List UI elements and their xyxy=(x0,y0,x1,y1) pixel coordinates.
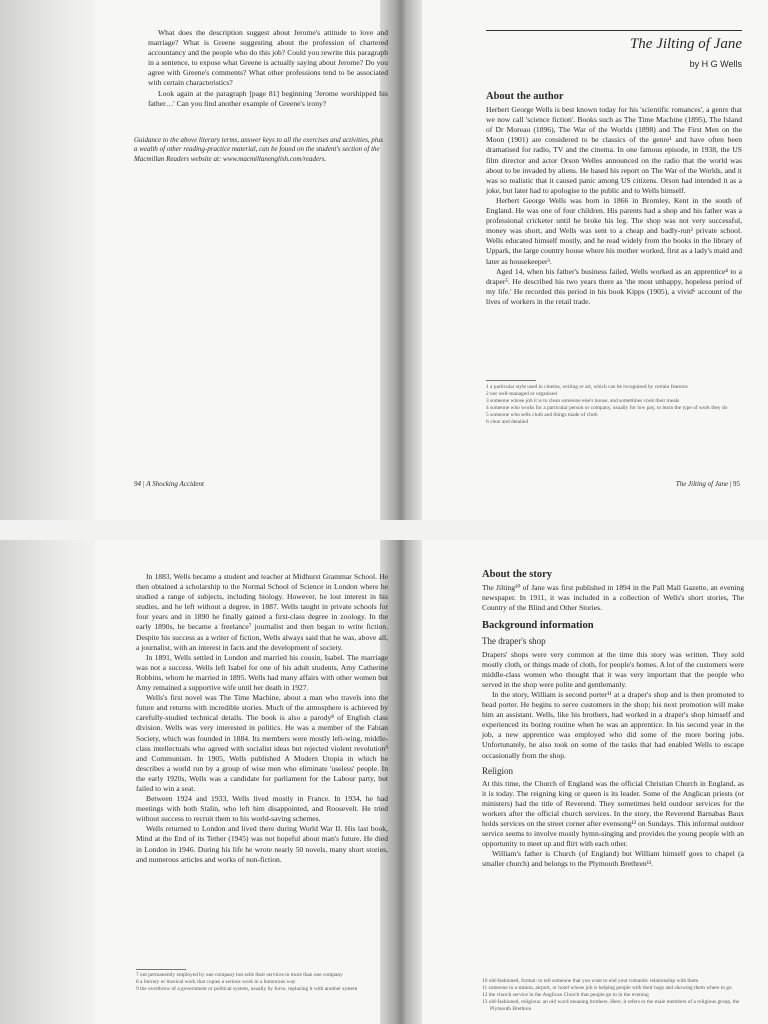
author-paragraph: Wells returned to London and lived there during World War II. His last book, Mind at the End of its Tether (1945) was not hopeful about man's future. He died in London in 1946. During his life he wrote nearly 50 novels, many short stories, and numerous articles and works of non-fiction. xyxy=(136,824,388,864)
question-paragraph: Look again at the paragraph [page 81] beginning 'Jerome worshipped his father…' Can you find another example of Greene's irony? xyxy=(148,88,388,108)
subheading: The draper's shop xyxy=(482,636,546,647)
footnote: 3 someone whose job it is to clean someone else's house, and sometimes cook their meals xyxy=(486,398,680,404)
section-heading: Background information xyxy=(482,620,594,632)
page-edge xyxy=(0,0,95,520)
footnote: 2 not well-managed or organised xyxy=(486,391,557,397)
drapers-paragraph: Drapers' shops were very common at the time this story was written. They sold mostly cloth, or things made of cloth, for people's homes. A lot of the customers were middle-class women who thought that it was very important that the people who served in the shop were polite and gentlemanly. xyxy=(482,649,744,689)
author-paragraph: Herbert George Wells was born in 1866 in Bromley, Kent in the south of England. He was one of four children. His parents had a shop and his father was a professional cricketer until he broke his leg. The shop was not very successful, money was short, and Wells was sent to a cheap and badly-run² private school. Wells educated himself mostly, and he read widely from the books in the library of Uppark, the large country house where his mother worked, first as a lady's maid and later as housekeeper³. xyxy=(486,195,742,266)
bottom-spread xyxy=(0,540,768,1024)
story-byline: by H G Wells xyxy=(689,59,742,69)
story-title: The Jilting of Jane xyxy=(629,36,742,52)
footnote: 5 someone who sells cloth and things made of cloth xyxy=(486,412,598,418)
footnotes xyxy=(482,978,744,1013)
subheading: Religion xyxy=(482,765,513,776)
author-continued xyxy=(136,572,388,865)
footer-page-number: | 95 xyxy=(729,480,740,488)
page-footer-left: 94 | A Shocking Accident xyxy=(134,480,204,488)
drapers-paragraph: In the story, William is second porter¹¹ at a draper's shop and is then promoted to head porter. He begins to serve customers in the shop; his next promotion will make him an assistant. Wells, like his brothers, had worked in a draper's shop himself and experienced its boring routine when he was an apprentice. In his second year in the job, a new apprentice was employed who did some of the more boring jobs. Unfortunately, he also took on some of the tasks that had enabled Wells to escape occasionally from the shop. xyxy=(482,689,744,760)
footnote: 4 someone who works for a particular person or company, usually for low pay, to learn the type of work they do xyxy=(486,405,728,411)
footnote-rule xyxy=(136,969,186,970)
footnote: 10 old-fashioned, formal: to tell someone that you want to end your romantic relationship with them xyxy=(482,978,699,984)
author-paragraph: In 1883, Wells became a student and teacher at Midhurst Grammar School. He then obtained a scholarship to the Normal School of Science in London where he studied a range of subjects, including biology. However, he lost interest in his studies, and he left without a degree, in 1887. Wells taught in private schools for four years and in 1890 he finally gained a first-class degree in zoology. In the early 1890s, he became a freelance⁷ journalist and then began to write fiction. Despite his success as a writer of fiction, Wells always said that he was, above all, a journalist, with an interest in facts and the development of society. xyxy=(136,572,388,652)
page-footer-right xyxy=(600,480,740,488)
author-paragraph: Aged 14, when his father's business failed, Wells worked as an apprentice⁴ to a draper⁵. He described his two years there as 'the most unhappy, hopeless period of my life.' He recorded this period in his book Kipps (1905), a vivid⁶ account of the lives of workers in the retail trade. xyxy=(486,266,742,306)
question-paragraph: What does the description suggest about Jerome's attitude to love and marriage? What is Greene suggesting about the profession of chartered accountancy and the people who do this job? Could you rewrite this paragraph in a sentence, to expose what Greene is actually saying about Jerome? Do you agree with Greene's comments? What other professions tend to be associated with certain characteristics? xyxy=(148,28,388,88)
section-heading: About the author xyxy=(486,91,564,102)
guidance-note: Guidance to the above literary terms, answer keys to all the exercises and activities, plus a wealth of other reading-practice material, can be found on the student's section of the Macmillan Readers website at: www.macmillanenglish.com/readers. xyxy=(134,136,383,163)
author-paragraph: Herbert George Wells is best known today for his 'scientific romances', a genre that we now call 'science fiction'. Books such as The Time Machine (1895), The Island of Dr Moreau (1896), The War of the Worlds (1898) and The First Men on the Moon (1901) are considered to be classics of the genre¹ and have often been dramatised for radio, TV and the cinema. In one famous episode, in 1938, the US film director and actor Orson Welles announced on the radio that the world was about to be invaded by aliens. He based his report on The War of the Worlds, and it was so realistic that it caused panic among US citizens. Orson had intended it as a joke, but later had to apologise to the public and to Wells himself. xyxy=(486,105,742,195)
footnote-rule xyxy=(486,380,536,381)
footnote: 8 a literary or musical work that copies a serious work in a humorous way xyxy=(136,979,296,985)
about-author-section xyxy=(486,92,742,307)
section-heading: About the story xyxy=(482,569,552,580)
religion-paragraph: William's father is Church (of England) but William himself goes to chapel (a smaller church) and belongs to the Plymouth Brethren¹³. xyxy=(482,849,744,869)
author-paragraph: Wells's first novel was The Time Machine, about a man who travels into the future and returns with incredible stories. Much of the atmosphere is achieved by carefully-studied technical details. The book is also a parody⁸ of English class division. Wells was very interested in politics. He was a member of the Fabian Society, which was founded in 1884. Its members were mostly left-wing, middle-class intellectuals who agreed with socialist ideas but rejected violent revolution⁹ and Communism. In 1905, Wells published A Modern Utopia in which he describes a world run by a group of wise men who eliminate 'useless' people. In the early 1920s, Wells was a candidate for parliament for the Labour party, but failed to win a seat. xyxy=(136,693,388,793)
title-rule xyxy=(486,30,742,31)
footnotes xyxy=(486,384,742,426)
footer-title: The Jilting of Jane xyxy=(675,480,729,488)
footnote: 13 old-fashioned, religious: an old word meaning brothers. Here, it refers to the male members of a religious group, the Plymouth Brethren xyxy=(482,999,740,1012)
footnote: 1 a particular style used in cinema, writing or art, which can be recognised by certain features xyxy=(486,384,688,390)
footnote: 6 clear and detailed xyxy=(486,419,529,425)
footnotes xyxy=(136,972,388,993)
about-story-section xyxy=(482,570,744,870)
footnote: 7 not permanently employed by one company but sells their services to more than one company xyxy=(136,972,343,978)
religion-paragraph: At this time, the Church of England was the official Christian Church in England, as it is today. The reigning king or queen is its leader. Some of the Anglican priests (or ministers) had the title of Reverend. They sometimes held outdoor services for the workers after the official church services. In the story, the Reverend Barnabas Baux holds services on the street corner after evensong¹² on Sundays. This informal outdoor service seems to involve mostly hymn-singing and provides the young people with an opportunity to meet up and flirt with each other. xyxy=(482,778,744,849)
footnote: 12 the church service in the Anglican Church that people go to in the evening xyxy=(482,992,649,998)
story-paragraph: The Jilting¹⁰ of Jane was first published in 1894 in the Pall Mall Gazette, an evening newspaper. In 1911, it was included in a collection of Wells's short stories, The Country of the Blind and Other Stories. xyxy=(482,583,744,613)
author-paragraph: In 1891, Wells settled in London and married his cousin, Isabel. The marriage was not a success. Wells left Isabel for one of his adult students, Amy Catherine Robbins, whom he married in 1895. Wells had many affairs with other women but Amy remained a supportive wife until her death in 1927. xyxy=(136,652,388,693)
author-paragraph: Between 1924 and 1933, Wells lived mostly in France. In 1934, he had meetings with both Stalin, who left him disappointed, and Roosevelt. He tried without success to recruit them to his world-saving schemes. xyxy=(136,794,388,824)
footnote: 9 the overthrow of a government or political system, usually by force, replacing it with another system xyxy=(136,986,358,992)
footnote: 11 someone in a station, airport, or hotel whose job is helping people with their bags and showing them where to go xyxy=(482,985,732,991)
discussion-questions xyxy=(148,28,388,109)
page-edge xyxy=(0,540,95,1024)
